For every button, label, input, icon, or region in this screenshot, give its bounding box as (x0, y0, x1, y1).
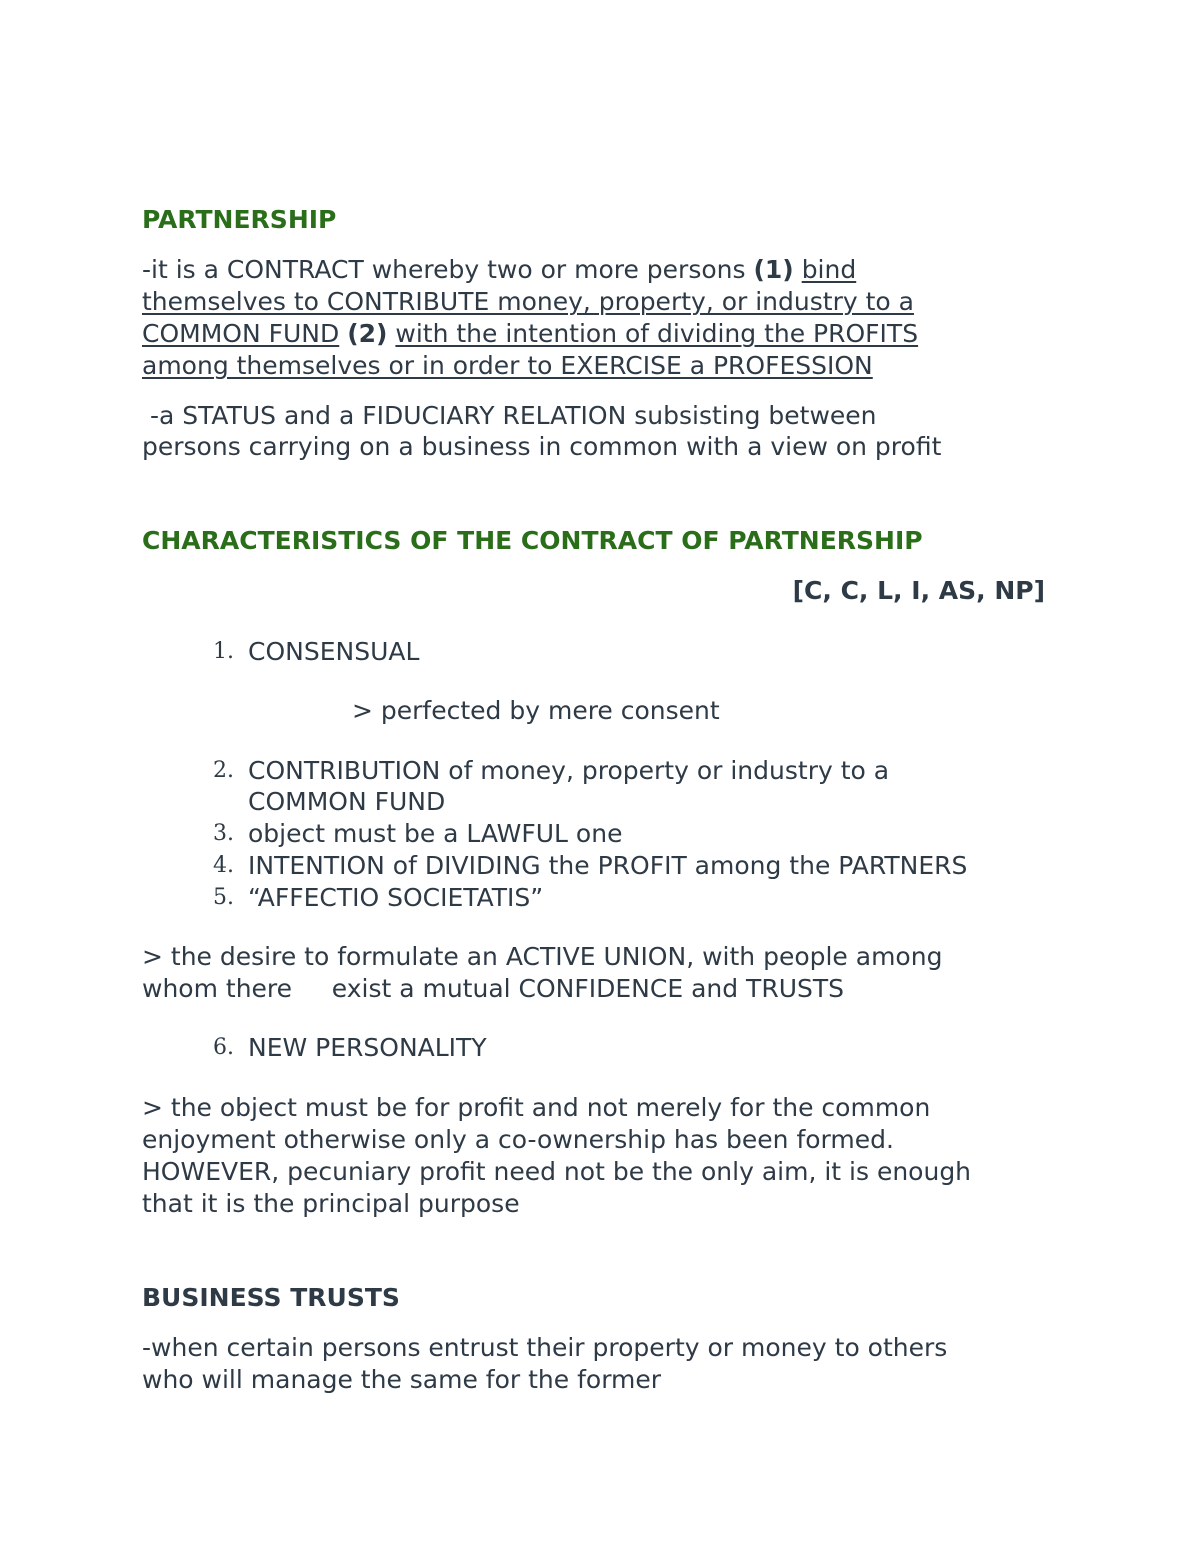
definition-line-4 (142, 350, 873, 382)
underlined-text: themselves to CONTRIBUTE money, property, or industry to a (142, 287, 914, 316)
status-definition-line-1: -a STATUS and a FIDUCIARY RELATION subsisting between (142, 401, 877, 430)
note-personality-line-4: that it is the principal purpose (142, 1189, 520, 1218)
note-consensual: > perfected by mere consent (352, 696, 720, 725)
note-personality-line-2: enjoyment otherwise only a co-ownership has been formed. (142, 1125, 894, 1154)
list-item: CONSENSUAL (248, 637, 420, 666)
list-number: 3. (213, 821, 234, 846)
list-item: “AFFECTIO SOCIETATIS” (248, 883, 544, 912)
definition-line-2 (142, 286, 914, 318)
definition-line-1 (142, 254, 856, 286)
list-number: 6. (213, 1035, 234, 1060)
underlined-text: bind (801, 255, 857, 284)
business-trusts-line-1: -when certain persons entrust their property or money to others (142, 1333, 948, 1362)
business-trusts-line-2: who will manage the same for the former (142, 1365, 662, 1394)
point-marker-1: (1) (753, 255, 794, 284)
list-item: NEW PERSONALITY (248, 1033, 487, 1062)
list-number: 4. (213, 853, 234, 878)
partnership-heading: PARTNERSHIP (142, 205, 337, 234)
mnemonic: [C, C, L, I, AS, NP] (792, 576, 1045, 605)
underlined-text: among themselves or in order to EXERCISE a PROFESSION (142, 351, 873, 380)
list-number: 1. (213, 639, 234, 664)
status-definition-line-2: persons carrying on a business in common with a view on profit (142, 432, 942, 461)
note-affectio-line-1: > the desire to formulate an ACTIVE UNION, with people among (142, 942, 943, 971)
note-affectio-line-2: whom there exist a mutual CONFIDENCE and TRUSTS (142, 974, 845, 1003)
underlined-text: with the intention of dividing the PROFITS (395, 319, 919, 348)
list-number: 5. (213, 885, 234, 910)
list-item: object must be a LAWFUL one (248, 819, 623, 848)
note-personality-line-1: > the object must be for profit and not merely for the common (142, 1093, 931, 1122)
list-item-continuation: COMMON FUND (248, 787, 446, 816)
definition-line-3 (142, 318, 918, 350)
characteristics-heading: CHARACTERISTICS OF THE CONTRACT OF PARTNERSHIP (142, 526, 923, 555)
point-marker-2: (2) (347, 319, 388, 348)
list-number: 2. (213, 758, 234, 783)
underlined-text: COMMON FUND (142, 319, 340, 348)
list-item: INTENTION of DIVIDING the PROFIT among the PARTNERS (248, 851, 968, 880)
note-personality-line-3: HOWEVER, pecuniary profit need not be the only aim, it is enough (142, 1157, 972, 1186)
business-trusts-heading: BUSINESS TRUSTS (142, 1283, 400, 1312)
list-item: CONTRIBUTION of money, property or industry to a (248, 756, 890, 785)
definition-text: -it is a CONTRACT whereby two or more persons (142, 255, 754, 284)
